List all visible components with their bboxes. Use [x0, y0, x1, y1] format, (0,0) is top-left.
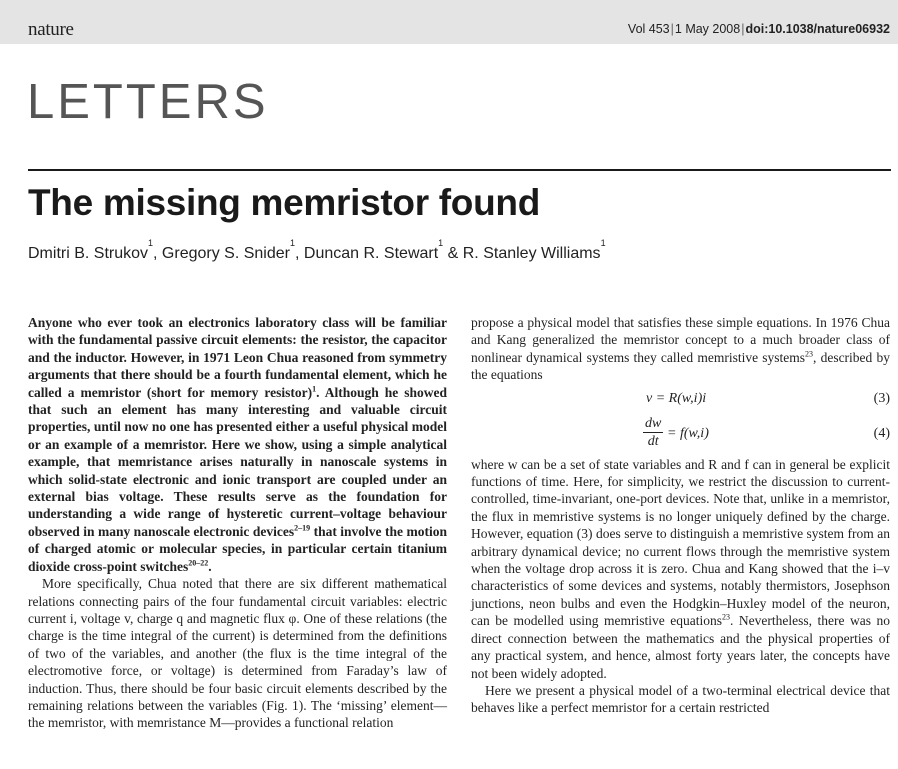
author-affiliation: 1	[438, 238, 444, 248]
fraction-numerator: dw	[645, 415, 662, 431]
equation-number: (4)	[873, 425, 890, 441]
citation-line: Vol 453|1 May 2008|doi:10.1038/nature06932	[627, 22, 890, 36]
abstract-text: that involve the motion of charged atomic or molecular species, in particular certain titanium dioxide cross-point switches	[28, 523, 447, 574]
body-text: propose a physical model that satisfies these simple equations. In 1976 Chua and Kang generalized the memristor concept to a much broader class of nonlinear dynamical systems they called memristive systems	[471, 315, 890, 365]
fraction-denominator: dt	[647, 433, 659, 449]
author-name[interactable]: Dmitri B. Strukov	[28, 245, 149, 262]
section-label: LETTERS	[27, 75, 269, 129]
author-name[interactable]: R. Stanley Williams	[462, 245, 601, 262]
abstract-text: Anyone who ever took an electronics laboratory class will be familiar with the fundamental passive circuit elements: the resistor, the capacitor and the inductor. However, in 1971 Leon Chua reasoned from symmetry arguments that there should be a fourth fundamental element, which he called a memristor (short for memory resistor)	[28, 315, 447, 400]
left-column	[28, 314, 447, 732]
reference-link[interactable]: 1	[312, 384, 317, 394]
reference-link[interactable]: 23	[805, 349, 814, 359]
equation-4	[471, 414, 890, 456]
author-separator: ,	[295, 245, 304, 262]
body-text: . Nevertheless, there was no direct connection between the mathematics and the physical properties of any practical system, and hence, almost forty years later, the concepts have not been widely adopted.	[471, 613, 890, 681]
equation-fraction	[643, 416, 663, 450]
author-separator: ,	[153, 245, 162, 262]
abstract-text: . Although he showed that such an element has many interesting and valuable circuit properties, until now no one has presented either a useful physical model or an example of a memristor. Here we show, using a simple analytical example, that memristance arises naturally in nanoscale systems in which solid-state electronic and ionic transport are coupled under an external bias voltage. These results serve as the foundation for understanding a wide range of hysteretic current–voltage behaviour observed in many nanoscale electronic devices	[28, 384, 447, 539]
author-name[interactable]: Gregory S. Snider	[161, 245, 290, 262]
body-paragraph	[471, 314, 890, 384]
body-paragraph: Here we present a physical model of a two-terminal electrical device that behaves like a perfect memristor for a certain restricted	[471, 682, 890, 716]
abstract	[28, 314, 447, 575]
reference-link[interactable]: 2–19	[294, 523, 311, 533]
author-affiliation: 1	[289, 238, 295, 248]
journal-header-bar	[0, 0, 898, 44]
author-name[interactable]: Duncan R. Stewart	[303, 245, 439, 262]
body-paragraph: More specifically, Chua noted that there are six different mathematical relations connecting pairs of the four fundamental circuit variables: electric current i, voltage v, charge q and magnetic flux φ. One of these relations (the charge is the time integral of the current) is determined from the definitions of two of the variables, and another (the flux is the time integral of the electromotive force, or voltage) is determined from Faraday’s law of induction. Thus, there should be four basic circuit elements described by the remaining relations between the variables (Fig. 1). The ‘missing’ element—the memristor, with memristance M—provides a functional relation	[28, 576, 447, 731]
equation-body: v = R(w,i)i	[646, 390, 707, 406]
reference-link[interactable]: 20–22	[188, 558, 209, 568]
body-paragraph	[471, 456, 890, 682]
equation-number: (3)	[873, 390, 890, 406]
body-text: where w can be a set of state variables and R and f can in general be explicit functions of time. Here, for simplicity, we restrict the discussion to current-controlled, time-invariant, one-port devices. Note that, unlike in a memristor, the flux in memristive systems is no longer uniquely defined by the charge. However, equation (3) does serve to distinguish a memristive system from an arbitrary dynamical device; no current flows through the memristive system when the voltage drop across it is zero. Chua and Kang showed that the i–v characteristics of some devices and systems, notably thermistors, Josephson junctions, neon bulbs and even the Hodgkin–Huxley model of the neuron, can be modelled using memristive equations	[471, 456, 890, 629]
journal-brand: nature	[28, 19, 74, 40]
body-text: , described by the equations	[471, 349, 890, 383]
equation-3	[471, 384, 890, 414]
article-title: The missing memristor found	[28, 182, 541, 223]
author-affiliation: 1	[600, 238, 606, 248]
right-column	[471, 314, 890, 717]
reference-link[interactable]: 23	[722, 612, 730, 622]
volume: Vol 453	[627, 22, 670, 36]
author-list	[28, 238, 606, 263]
author-separator: &	[443, 245, 463, 262]
equation-rhs: = f(w,i)	[667, 425, 709, 441]
doi-link[interactable]: doi:10.1038/nature06932	[745, 22, 890, 36]
issue-date: 1 May 2008	[674, 22, 741, 36]
header-rule	[28, 169, 891, 171]
abstract-text: .	[208, 558, 212, 574]
author-affiliation: 1	[148, 238, 154, 248]
